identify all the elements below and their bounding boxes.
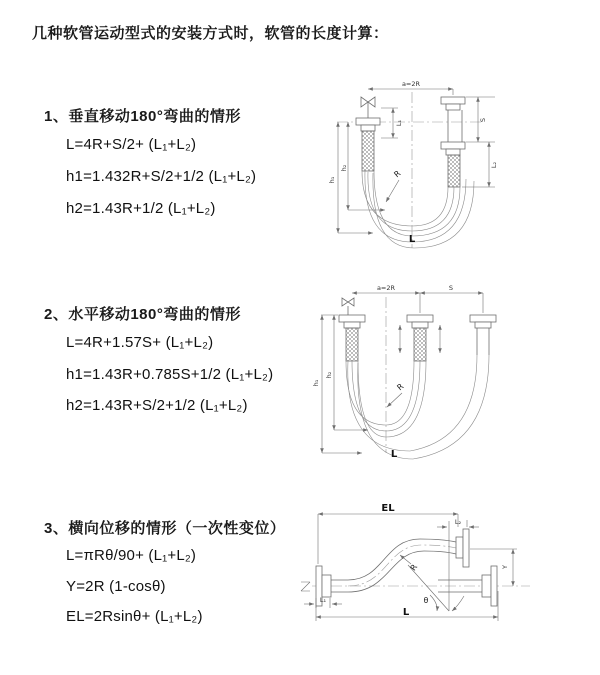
dimension-l2 <box>437 518 479 527</box>
left-flange-connector <box>356 118 380 171</box>
right-flange-connector <box>441 97 465 187</box>
hose-u-curves <box>346 355 489 459</box>
valve-icon <box>361 97 375 118</box>
dim-label-l: L <box>402 607 410 618</box>
dim-label-y: Y <box>501 565 509 569</box>
section-3-formula-Y: Y=2R (1-cosθ) <box>66 578 166 595</box>
radius-callout <box>386 169 403 202</box>
dim-label-l1: L₁ <box>319 596 327 604</box>
length-label: L <box>390 449 398 460</box>
dimension-l1 <box>381 108 403 138</box>
middle-flange-connector <box>407 315 433 361</box>
hose-s-curve <box>348 539 456 592</box>
section-3-heading: 3、横向位移的情形（一次性变位） <box>44 520 286 537</box>
section-2-formula-L: L=4R+1.57S+ (L₁+L₂) <box>66 334 214 351</box>
displaced-flange-connector <box>456 529 469 567</box>
dim-label-s: S <box>448 284 454 292</box>
dim-label-h1: h₁ <box>328 176 336 184</box>
section-2-heading: 2、水平移动180°弯曲的情形 <box>44 306 241 323</box>
braided-hose-section <box>414 328 426 361</box>
radius-callout <box>400 555 419 572</box>
dimension-s <box>420 284 483 313</box>
radius-callout <box>387 382 406 407</box>
dimension-l <box>316 591 498 621</box>
section-3-formula-EL: EL=2Rsinθ+ (L₁+L₂) <box>66 608 203 625</box>
page-title: 几种软管运动型式的安装方式时，软管的长度计算： <box>32 25 389 42</box>
dim-label-l2: L₂ <box>454 518 462 526</box>
right-flange-connector <box>470 315 496 355</box>
braided-hose-section <box>346 328 358 361</box>
dim-label-a2r: a=2R <box>376 284 396 292</box>
dim-label-l2: L₂ <box>490 161 498 169</box>
length-label: L <box>408 234 416 245</box>
dim-label-h2: h₂ <box>340 164 348 172</box>
section-2-formula-h1: h1=1.43R+0.785S+1/2 (L₁+L₂) <box>66 366 274 383</box>
radius-label: R <box>392 168 403 180</box>
dimension-a2r <box>368 80 453 95</box>
radius-label: R <box>408 562 420 573</box>
diagram-vertical-180-bend <box>315 76 525 256</box>
dim-label-a2r: a=2R <box>401 80 421 88</box>
angle-theta-label: θ <box>423 596 429 605</box>
left-flange-connector <box>339 315 365 361</box>
section-1-formula-h1: h1=1.432R+S/2+1/2 (L₁+L₂) <box>66 168 257 185</box>
dim-label-s: S <box>479 117 487 123</box>
dimension-s <box>466 97 495 142</box>
braided-hose-section <box>362 131 374 171</box>
diagram-lateral-displacement <box>296 503 536 648</box>
dim-label-h1: h₁ <box>312 379 320 387</box>
section-1-formula-h2: h2=1.43R+1/2 (L₁+L₂) <box>66 200 216 217</box>
section-2-formula-h2: h2=1.43R+S/2+1/2 (L₁+L₂) <box>66 397 248 414</box>
section-1-formula-L: L=4R+S/2+ (L₁+L₂) <box>66 136 197 153</box>
section-3-formula-L: L=πRθ/90+ (L₁+L₂) <box>66 547 197 564</box>
dimension-l1 <box>304 596 342 608</box>
dim-label-l1: L₁ <box>395 119 403 127</box>
valve-icon <box>342 298 354 315</box>
braided-hose-section <box>448 155 460 187</box>
section-1-heading: 1、垂直移动180°弯曲的情形 <box>44 108 241 125</box>
dim-label-el: EL <box>381 503 395 514</box>
diagram-horizontal-180-bend <box>310 283 532 465</box>
axis-break-mark <box>301 582 310 591</box>
radius-label: R <box>395 381 406 393</box>
dim-label-h2: h₂ <box>325 371 333 379</box>
dimension-l2 <box>462 142 498 187</box>
